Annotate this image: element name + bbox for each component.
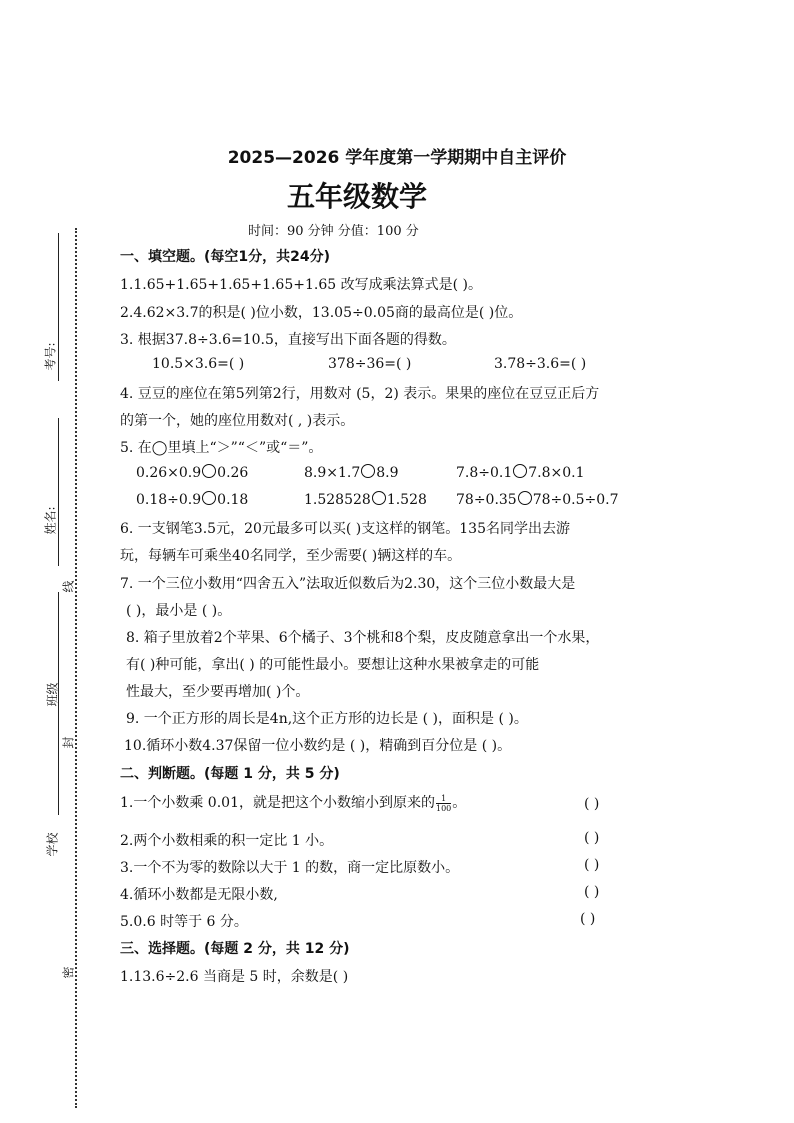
answer-bracket-1[interactable]: ( ) (584, 796, 600, 812)
q8-line2: 有( )种可能，拿出( ) 的可能性最小。要想让这种水果被拿走的可能 (126, 657, 540, 673)
q8-line3: 性最大，至少要再增加( )个。 (126, 684, 310, 700)
q5: 5. 在◯里填上“＞”“＜”或“＝”。 (120, 440, 323, 456)
school-label: 学校 (45, 832, 60, 857)
q1: 1.1.65+1.65+1.65+1.65+1.65 改写成乘法算式是( )。 (120, 277, 482, 293)
q3-c: 3.78÷3.6=( ) (494, 356, 587, 372)
q5-item6: 78÷0.35 78÷0.5÷0.7 (456, 492, 619, 508)
q7-line2: ( )，最小是 ( )。 (126, 603, 232, 619)
judge-1: 1.一个小数乘 0.01，就是把这个小数缩小到原来的 $\frac{1}{100}$ 。 (120, 793, 467, 813)
section1-heading: 一、填空题。(每空1分，共24分) (120, 249, 331, 265)
compare-circle[interactable] (372, 491, 386, 505)
answer-bracket-4[interactable]: ( ) (584, 884, 600, 900)
answer-bracket-2[interactable]: ( ) (584, 830, 600, 846)
judge-5: 5.0.6 时等于 6 分。 (120, 914, 248, 930)
q8-line1: 8. 箱子里放着2个苹果、6个橘子、3个桃和8个梨，皮皮随意拿出一个水果， (126, 630, 600, 646)
name-line (58, 418, 59, 566)
seal-feng: 封 (61, 736, 76, 749)
q5-item5: 1.528528 1.528 (304, 492, 427, 508)
q10: 10.循环小数4.37保留一位小数约是 ( )，精确到百分位是 ( )。 (124, 738, 512, 754)
answer-bracket-3[interactable]: ( ) (584, 857, 600, 873)
answer-bracket-5[interactable]: ( ) (580, 911, 596, 927)
seal-xian: 线 (61, 580, 76, 593)
q3-a: 10.5×3.6=( ) (152, 356, 245, 372)
exam-title: 2025—2026 学年度第一学期期中自主评价 (227, 148, 567, 168)
q2: 2.4.62×3.7的积是( )位小数，13.05÷0.05商的最高位是( )位。 (120, 305, 523, 321)
exam-meta: 时间：90 分钟 分值：100 分 (248, 224, 419, 239)
compare-circle[interactable] (202, 491, 216, 505)
school-line (58, 715, 59, 815)
compare-circle[interactable] (518, 491, 532, 505)
choice-1: 1.13.6÷2.6 当商是 5 时，余数是( ) (120, 969, 349, 985)
exam-no-label: 考号: (43, 342, 58, 371)
q4-line1: 4. 豆豆的座位在第5列第2行，用数对 (5，2) 表示。果果的座位在豆豆正后方 (120, 386, 600, 402)
q5-item3: 7.8÷0.1 7.8×0.1 (456, 465, 585, 481)
q9: 9. 一个正方形的周长是4n,这个正方形的边长是 ( )，面积是 ( )。 (126, 711, 528, 727)
q3-b: 378÷36=( ) (328, 356, 412, 372)
q4-line2: 的第一个，她的座位用数对( , )表示。 (120, 413, 355, 429)
judge-2: 2.两个小数相乘的积一定比 1 小。 (120, 833, 334, 849)
fraction: $\frac{1}{100}$ (435, 793, 452, 813)
q5-item1: 0.26×0.9 0.26 (136, 465, 249, 481)
q5-item4: 0.18÷0.9 0.18 (136, 492, 249, 508)
q3: 3. 根据37.8÷3.6=10.5，直接写出下面各题的得数。 (120, 332, 456, 348)
q7-line1: 7. 一个三位小数用“四舍五入”法取近似数后为2.30，这个三位小数最大是 (120, 576, 576, 592)
class-label: 班级 (45, 682, 60, 707)
compare-circle[interactable] (513, 464, 527, 478)
name-label: 姓名: (43, 506, 58, 535)
subject-title: 五年级数学 (286, 180, 427, 213)
section2-heading: 二、判断题。(每题 1 分，共 5 分) (120, 766, 340, 782)
q6-line1: 6. 一支钢笔3.5元，20元最多可以买( )支这样的钢笔。135名同学出去游 (120, 521, 570, 537)
q6-line2: 玩，每辆车可乘坐40名同学，至少需要( )辆这样的车。 (120, 548, 462, 564)
section3-heading: 三、选择题。(每题 2 分，共 12 分) (120, 941, 350, 957)
compare-circle[interactable] (202, 464, 216, 478)
compare-circle[interactable] (361, 464, 375, 478)
judge-3: 3.一个不为零的数除以大于 1 的数，商一定比原数小。 (120, 860, 460, 876)
q5-item2: 8.9×1.7 8.9 (304, 465, 399, 481)
seal-mi: 密 (61, 966, 76, 979)
judge-4: 4.循环小数都是无限小数, (120, 887, 278, 903)
